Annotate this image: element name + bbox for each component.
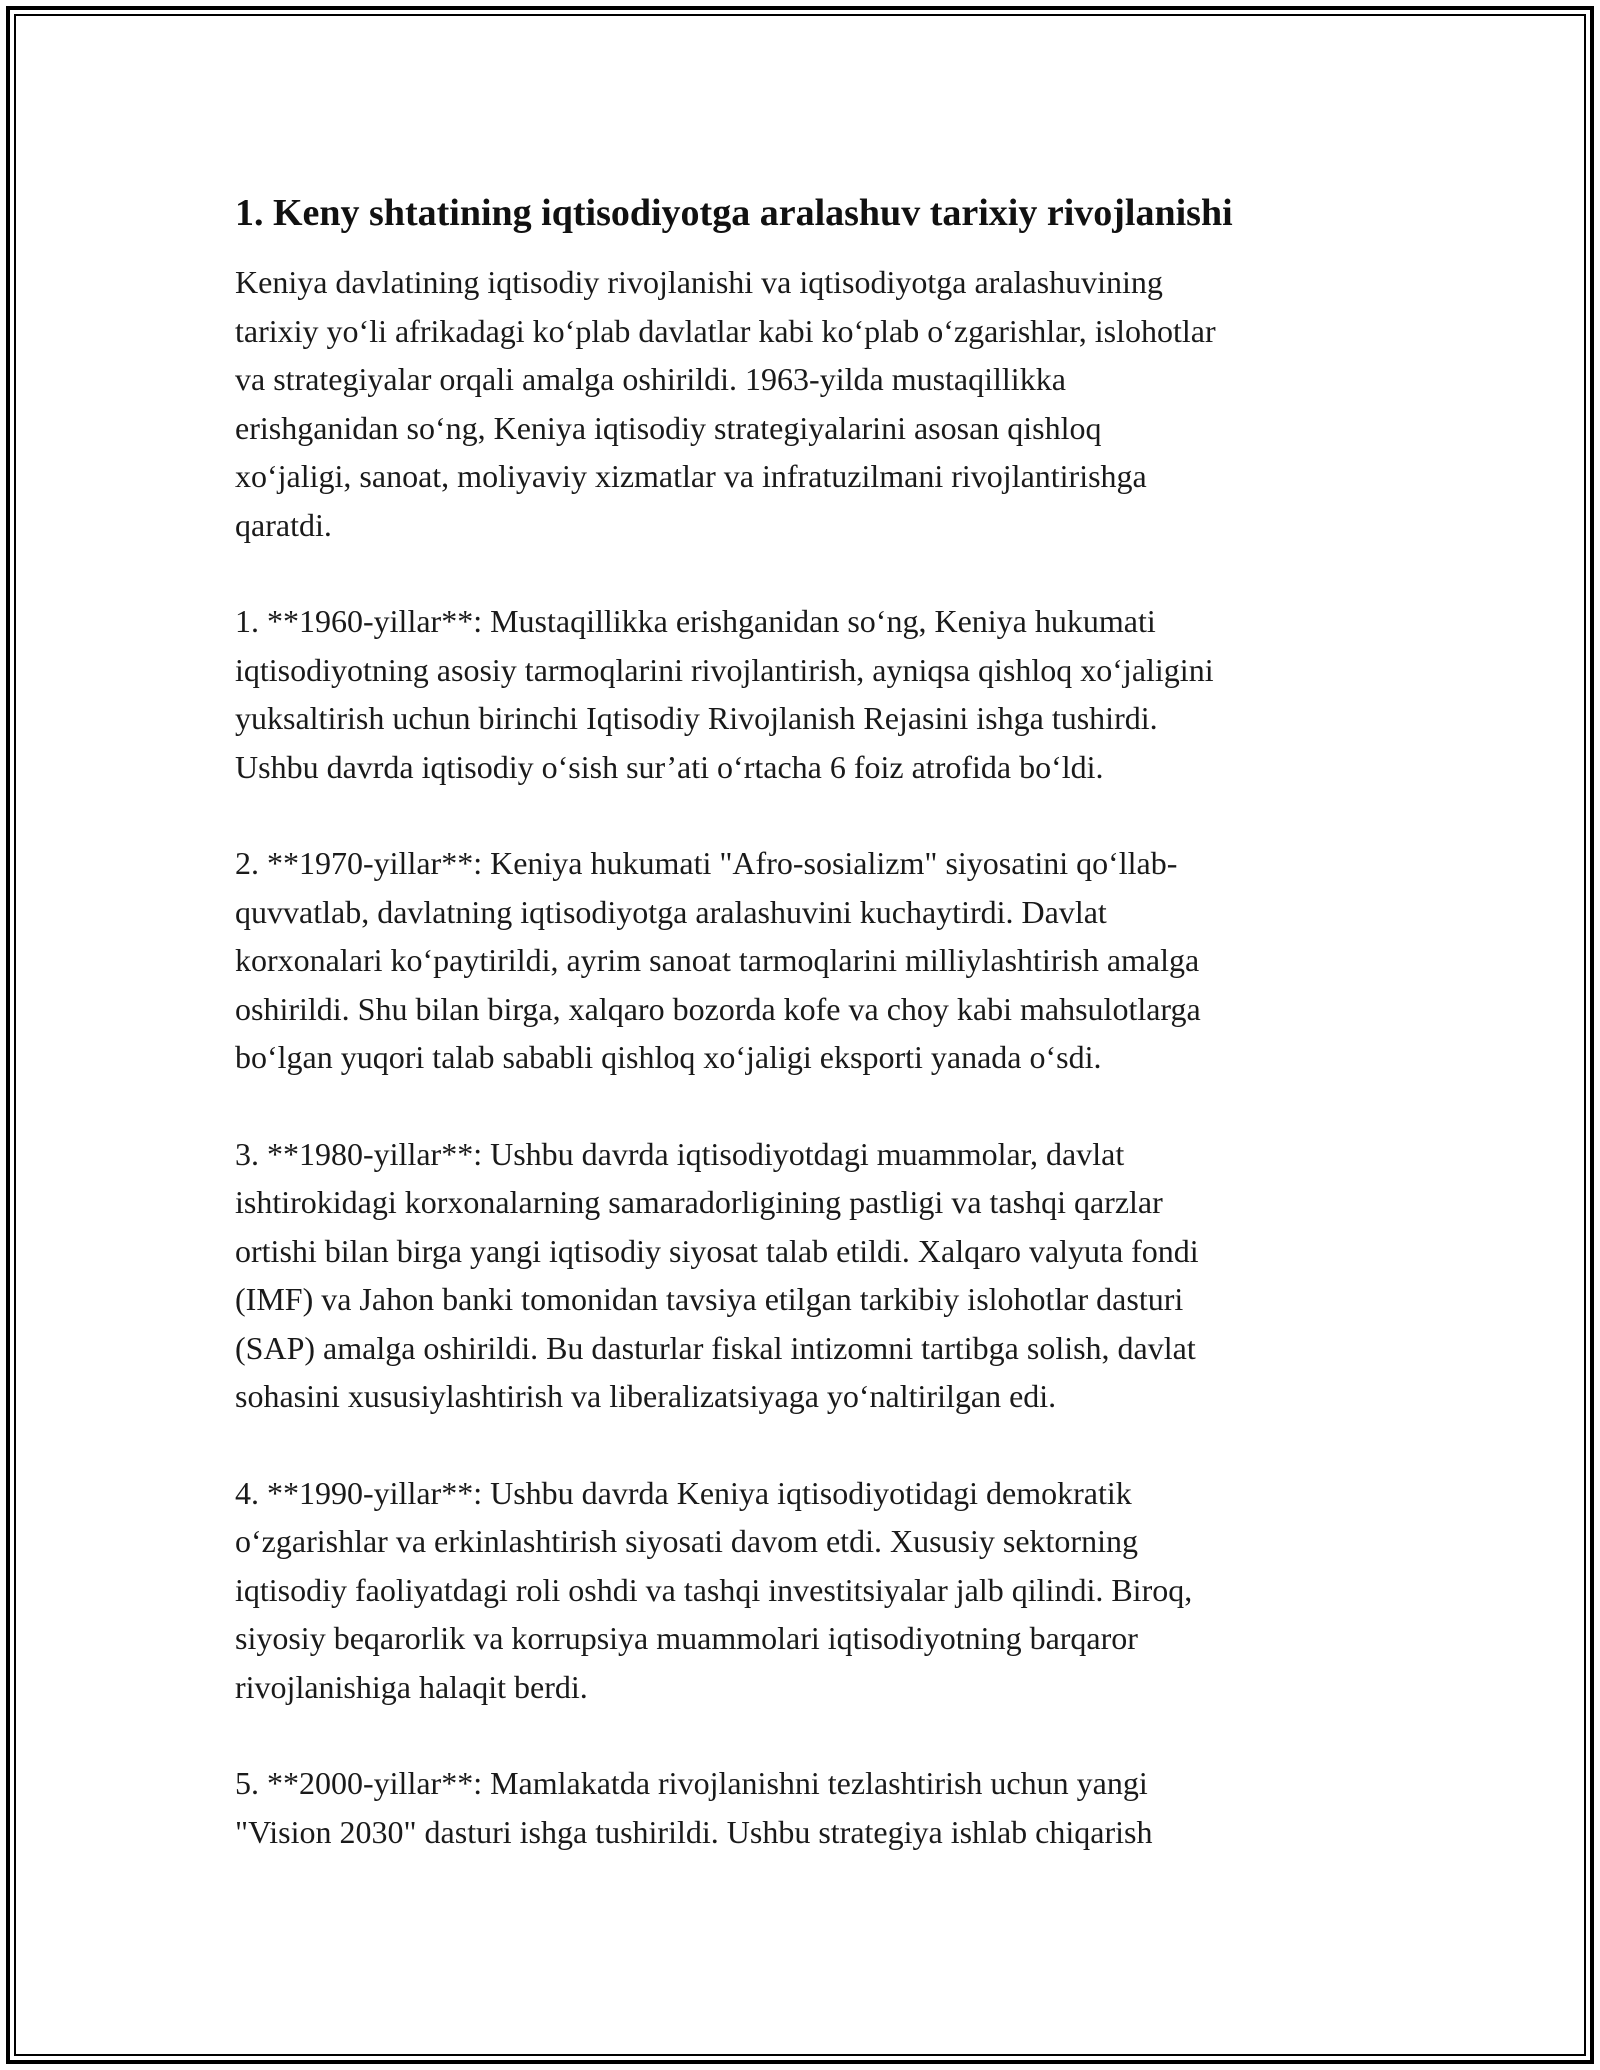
text-line: iqtisodiy faoliyatdagi roli oshdi va tashqi investitsiyalar jalb qilindi. Biroq, <box>235 1571 1193 1608</box>
text-line: rivojlanishiga halaqit berdi. <box>235 1668 588 1705</box>
list-item-1980s <box>235 1130 1365 1421</box>
text-line: ishtirokidagi korxonalarning samaradorligining pastligi va tashqi qarzlar <box>235 1184 1163 1220</box>
text-line: 5. **2000-yillar**: Mamlakatda rivojlanishni tezlashtirish uchun yangi <box>235 1765 1148 1801</box>
text-line: quvvatlab, davlatning iqtisodiyotga aralashuvini kuchaytirdi. Davlat <box>235 893 1107 930</box>
list-item-1990s <box>235 1469 1365 1712</box>
text-line: xo‘jaligi, sanoat, moliyaviy xizmatlar va infratuzilmani rivojlantirishga <box>235 458 1147 494</box>
document-body <box>235 188 1365 1904</box>
text-line: iqtisodiyotning asosiy tarmoqlarini rivojlantirish, ayniqsa qishloq xo‘jaligini <box>235 651 1214 688</box>
text-line: "Vision 2030" dasturi ishga tushirildi. Ushbu strategiya ishlab chiqarish <box>235 1813 1153 1850</box>
text-line: (IMF) va Jahon banki tomonidan tavsiya etilgan tarkibiy islohotlar dasturi <box>235 1281 1184 1317</box>
intro-paragraph <box>235 258 1365 549</box>
text-line: 4. **1990-yillar**: Ushbu davrda Keniya iqtisodiyotidagi demokratik <box>235 1474 1132 1511</box>
text-line: (SAP) amalga oshirildi. Bu dasturlar fiskal intizomni tartibga solish, davlat <box>235 1329 1196 1366</box>
text-line: ortishi bilan birga yangi iqtisodiy siyosat talab etildi. Xalqaro valyuta fondi <box>235 1232 1199 1269</box>
text-line: tarixiy yo‘li afrikadagi ko‘plab davlatlar kabi ko‘plab o‘zgarishlar, islohotlar <box>235 312 1216 349</box>
text-line: qaratdi. <box>235 506 332 543</box>
list-item-2000s <box>235 1759 1365 1856</box>
text-line: Keniya davlatining iqtisodiy rivojlanishi va iqtisodiyotga aralashuvining <box>235 264 1163 300</box>
text-line: Ushbu davrda iqtisodiy o‘sish sur’ati o‘rtacha 6 foiz atrofida bo‘ldi. <box>235 748 1104 785</box>
text-line: va strategiyalar orqali amalga oshirildi. 1963-yilda mustaqillikka <box>235 361 1066 397</box>
text-line: bo‘lgan yuqori talab sababli qishloq xo‘jaligi eksporti yanada o‘sdi. <box>235 1039 1102 1075</box>
text-line: 1. **1960-yillar**: Mustaqillikka erishganidan so‘ng, Keniya hukumati <box>235 603 1156 639</box>
text-line: yuksaltirish uchun birinchi Iqtisodiy Rivojlanish Rejasini ishga tushirdi. <box>235 700 1158 736</box>
text-line: sohasini xususiylashtirish va liberalizatsiyaga yo‘naltirilgan edi. <box>235 1378 1057 1414</box>
text-line: siyosiy beqarorlik va korrupsiya muammolari iqtisodiyotning barqaror <box>235 1620 1138 1656</box>
text-line: 2. **1970-yillar**: Keniya hukumati "Afro-sosializm" siyosatini qo‘llab- <box>235 845 1178 881</box>
section-heading: 1. Keny shtatining iqtisodiyotga aralashuv tarixiy rivojlanishi <box>235 192 1233 234</box>
text-line: erishganidan so‘ng, Keniya iqtisodiy strategiyalarini asosan qishloq <box>235 409 1102 446</box>
list-item-1970s <box>235 839 1365 1082</box>
text-line: oshirildi. Shu bilan birga, xalqaro bozorda kofe va choy kabi mahsulotlarga <box>235 990 1201 1027</box>
text-line: o‘zgarishlar va erkinlashtirish siyosati davom etdi. Xususiy sektorning <box>235 1523 1138 1559</box>
text-line: 3. **1980-yillar**: Ushbu davrda iqtisodiyotdagi muammolar, davlat <box>235 1135 1125 1172</box>
text-line: korxonalari ko‘paytirildi, ayrim sanoat tarmoqlarini milliylashtirish amalga <box>235 942 1200 978</box>
list-item-1960s <box>235 597 1365 791</box>
